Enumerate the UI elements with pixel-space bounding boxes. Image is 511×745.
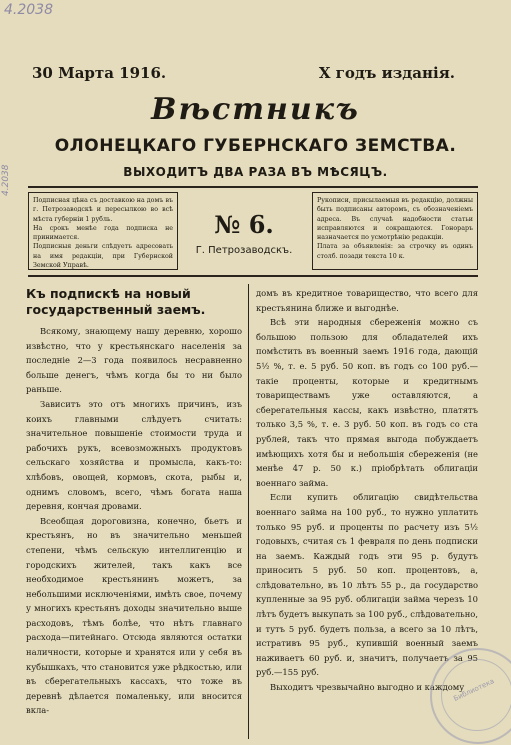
ads-price-note: Плата за объявленія: за строчку въ одинъ столб. позади текста 10 к. (317, 243, 473, 260)
left-paragraph-2: Зависитъ это отъ многихъ причинъ, изъ коихъ главными слѣдуетъ считать: значительное повышеніе стоимости труда и рабочихъ рукъ, всевозможныхъ продуктовъ сельскаго хозяйства и промысла, какъ-то: хлѣбовъ, овощей, кормовъ, скота, рыбы и, однимъ словомъ, всего, чѣмъ богата наша деревня, кончая дровами. (26, 398, 242, 512)
subscription-info-box (28, 192, 178, 270)
left-column (26, 286, 242, 718)
right-paragraph-3: Если купить облигацію свидѣтельства военнаго займа на 100 руб., то нужно уплатить только 95 руб. и проценты по расчету изъ 5½ годовыхъ, считая съ 1 февраля по день подписки на заемъ. Каждый годъ эти 95 р. будутъ приносить 5 руб. 50 коп. процентовъ, а, слѣдовательно, въ 10 лѣтъ 55 р., да государство купленные за 95 руб. облигаціи займа черезъ 10 лѣтъ будетъ выкупать за 100 руб., слѣдовательно, и тутъ 5 руб. будетъ польза, а всего за 10 лѣтъ, истративъ 95 руб., купившій военный заемъ наживаетъ 60 руб. и, значитъ, получаетъ за 95 руб.—155 руб. (256, 492, 478, 678)
left-paragraph-3: Всеобщая дороговизна, конечно, бьетъ и крестьянъ, но въ значительно меньшей степени, чѣмъ сельскую интеллигенцію и городскихъ жителей, такъ какъ все необходимое крестьянинъ можетъ, за небольшими исключеніями, имѣть свое, почему у многихъ крестьянъ доходы значительно выше расходовъ, тѣмъ болѣе, что нѣтъ главнаго расхода—питейнаго. Отсюда являются остатки наличности, которые и хранятся или у себя въ кубышкахъ, что становится уже рѣдкостью, или въ сберегательныхъ кассахъ, что тоже въ деревнѣ дѣлается помаленьку, или вносится вкла- (26, 515, 242, 716)
column-divider (248, 284, 249, 739)
handwritten-margin-note: 4.2038 (1, 164, 11, 196)
masthead-title: Вѣстникъ (151, 92, 360, 127)
publication-frequency: ВЫХОДИТЪ ДВА РАЗА ВЪ МѢСЯЦЪ. (123, 165, 388, 179)
right-paragraph-1: домъ въ кредитное товарищество, что всего для крестьянина ближе и выгоднѣе. (256, 288, 478, 313)
issue-number: № 6. (214, 210, 274, 239)
right-column (256, 286, 478, 695)
handwritten-catalog-number: 4.2038 (4, 2, 53, 18)
issue-date: 30 Марта 1916. (32, 64, 167, 82)
masthead-subtitle: ОЛОНЕЦКАГО ГУБЕРНСКАГО ЗЕМСТВА. (54, 136, 457, 156)
subscription-terms-text: На срокъ менѣе года подписка не принимается. (33, 224, 173, 242)
publication-city: Г. Петрозаводскъ. (195, 245, 293, 256)
manuscripts-note: Рукописи, присылаемыя въ редакцію, должны быть подписаны авторомъ, съ обозначеніемъ адреса. Въ случаѣ надобности статьи исправляются и сокращаются. Гонораръ назначается по усмотрѣнію редакціи. (317, 197, 473, 242)
right-paragraph-4: Выходитъ чрезвычайно выгодно и каждому (270, 682, 465, 693)
editorial-info-box (312, 192, 478, 270)
left-paragraph-1: Всякому, знающему нашу деревню, хорошо извѣстно, что у крестьянскаго населенія за последніе 2—3 года появилось несравненно больше денегъ, чѣмъ когда бы то ни было раньше. (26, 326, 242, 395)
publication-year: X годъ изданія. (318, 64, 455, 82)
subscription-address-text: Подписныя деньги слѣдуетъ адресовать на имя редакціи, при Губернской Земской Управѣ. (33, 243, 173, 270)
top-rule (28, 186, 478, 188)
article-headline: Къ подпискѣ на новый государственный заемъ. (26, 286, 206, 317)
library-stamp-text: Библиотека (452, 677, 496, 703)
right-paragraph-2: Всѣ эти народныя сбереженія можно съ большою пользою для обладателей ихъ помѣстить въ военный заемъ 1916 года, дающій 5½ %, т. е. 5 руб. 50 коп. въ годъ со 100 руб.—такіе проценты, которые и кредитнымъ товариществамъ уже оставляются, а сберегательныя кассы, какъ извѣстно, платятъ только 3,5 %, т. е. 3 руб. 50 коп. въ годъ со ста рублей, такъ что прямая выгода побуждаетъ имѣющихъ хотя бы и небольшія сбереженія (не менѣе 47 р. 50 к.) пріобрѣтать облигаціи военнаго займа. (256, 317, 478, 488)
bottom-rule (28, 275, 478, 277)
subscription-price-text: Подписная цѣна съ доставкою на домъ въ г. Петрозаводскѣ и пересылкою во всѣ мѣста губерніи 1 рубль. (33, 197, 173, 223)
